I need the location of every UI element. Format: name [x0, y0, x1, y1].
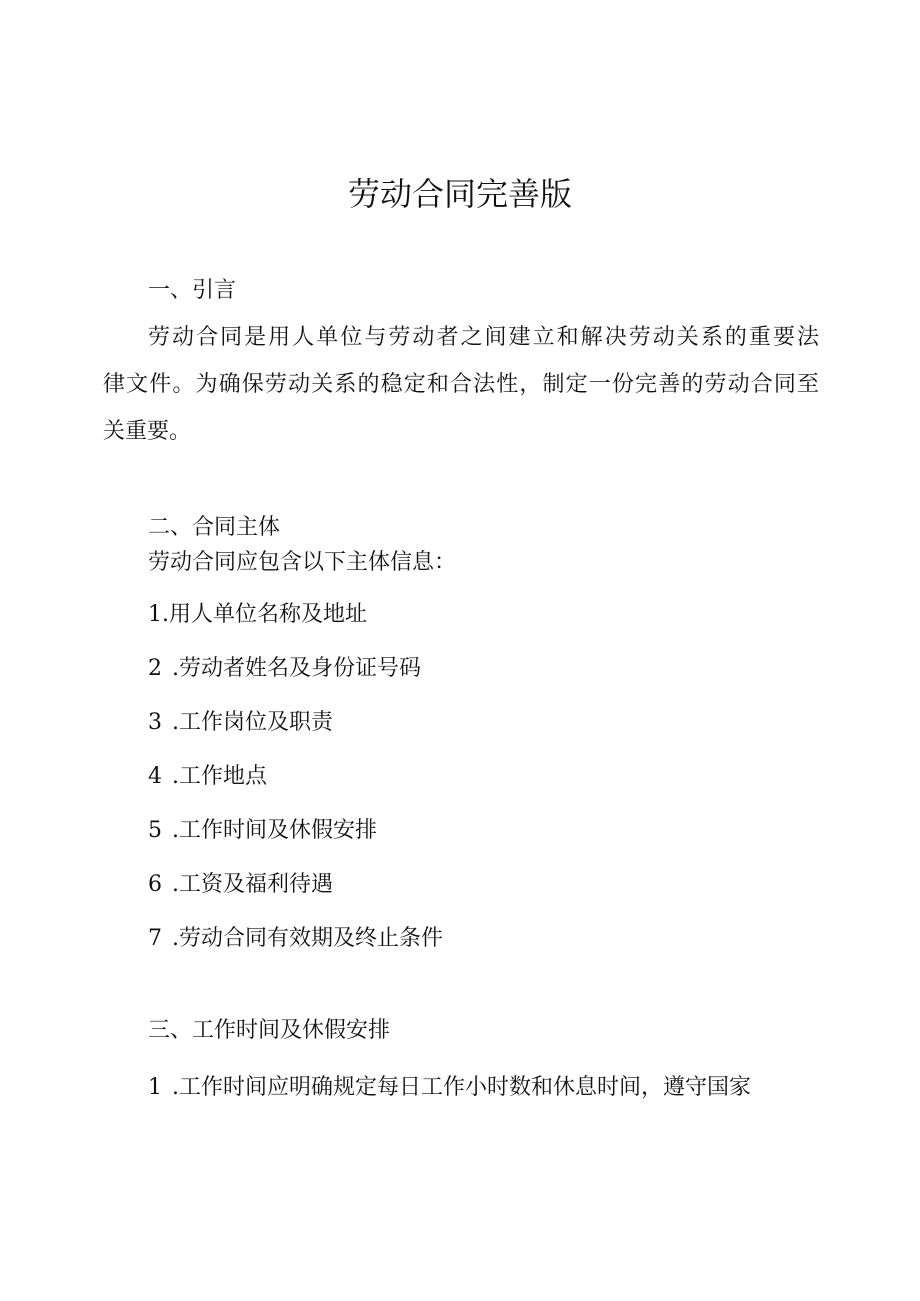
section-3-heading: 三、工作时间及休假安排: [148, 1018, 391, 1043]
section-3-item-1: [148, 1073, 751, 1103]
list-item-number: 1: [148, 1075, 162, 1100]
document-title: 劳动合同完善版: [347, 175, 572, 213]
section-1-paragraph-line-2: 律文件。为确保劳动关系的稳定和合法性，制定一份完善的劳动合同至: [103, 372, 819, 397]
list-item-text: .劳动者姓名及身份证号码: [172, 656, 421, 681]
list-item-text: 用人单位名称及地址: [169, 602, 368, 627]
list-item: [148, 654, 421, 684]
list-item-number: 7: [148, 926, 162, 951]
list-item-text: .工资及福利待遇: [172, 872, 333, 897]
list-item: [148, 924, 443, 954]
list-item-number: 6: [148, 872, 162, 897]
list-item: [148, 600, 367, 630]
list-item-text: .工作地点: [172, 764, 267, 789]
list-item-number: 2: [148, 656, 162, 681]
list-item-number: 1.: [148, 602, 169, 627]
list-item-text: .工作时间应明确规定每日工作小时数和休息时间，遵守国家: [172, 1075, 751, 1100]
section-1-heading: 一、引言: [148, 278, 237, 303]
list-item: [148, 870, 333, 900]
section-1-paragraph-line-3: 关重要。: [103, 419, 192, 444]
list-item: [148, 762, 267, 792]
list-item-number: 3: [148, 710, 162, 735]
list-item-text: .劳动合同有效期及终止条件: [172, 926, 443, 951]
list-item-text: .工作时间及休假安排: [172, 818, 377, 843]
list-item: [148, 708, 333, 738]
list-item-number: 4: [148, 764, 162, 789]
section-1-paragraph-line-1: 劳动合同是用人单位与劳动者之间建立和解决劳动关系的重要法: [148, 325, 819, 350]
list-item-text: .工作岗位及职责: [172, 710, 333, 735]
section-2-intro: 劳动合同应包含以下主体信息：: [148, 550, 457, 575]
section-2-heading: 二、合同主体: [148, 515, 281, 540]
list-item-number: 5: [148, 818, 162, 843]
list-item: [148, 816, 377, 846]
